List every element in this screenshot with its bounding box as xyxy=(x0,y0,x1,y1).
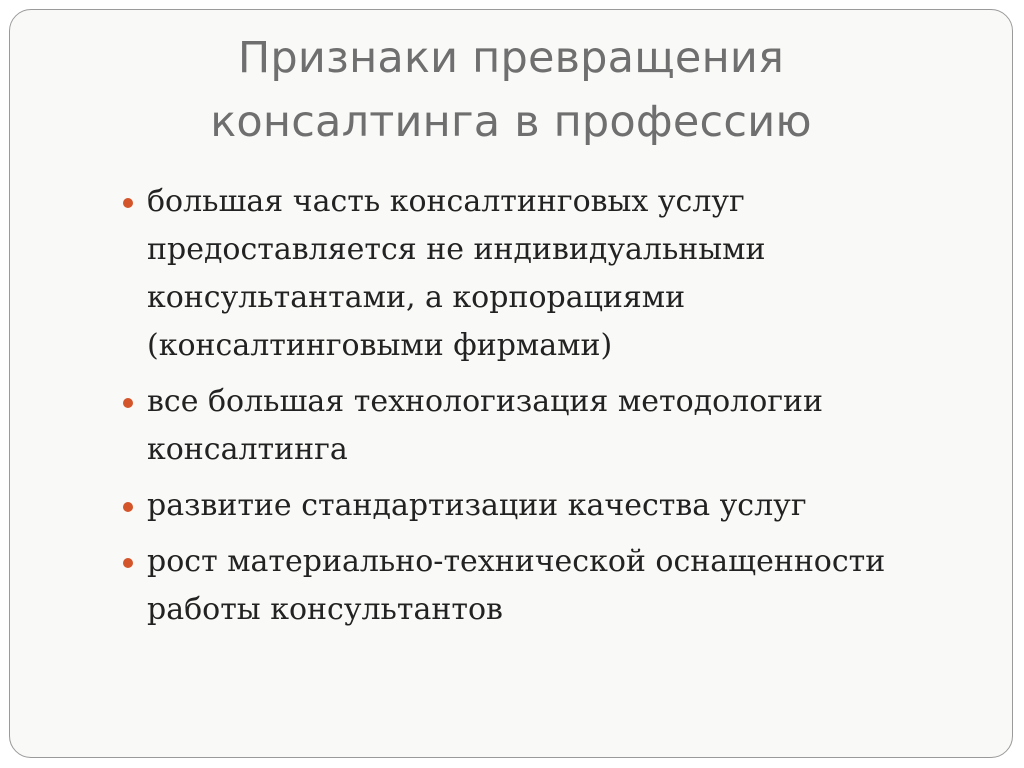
bullet-item-2 xyxy=(123,378,983,474)
bullet-item-1 xyxy=(123,178,983,370)
bullet-dot-icon xyxy=(123,398,133,408)
bullet-text-2: все большая технологизация методологии консалтинга xyxy=(147,384,823,467)
bullet-text-3: развитие стандартизации качества услуг xyxy=(147,488,807,523)
slide-frame xyxy=(9,9,1013,758)
bullet-dot-icon xyxy=(123,558,133,568)
title-line-1: Признаки превращения xyxy=(237,33,785,83)
bullet-item-4 xyxy=(123,538,983,634)
slide-title xyxy=(10,26,1012,154)
bullet-text-1: большая часть консалтинговых услуг предоставляется не индивидуальными консультантами, а корпорациями (консалтинговыми фирмами) xyxy=(147,184,766,363)
bullet-dot-icon xyxy=(123,198,133,208)
title-line-2: консалтинга в профессию xyxy=(210,97,812,147)
bullet-list xyxy=(123,178,983,642)
bullet-dot-icon xyxy=(123,502,133,512)
bullet-text-4: рост материально-технической оснащенности работы консультантов xyxy=(147,544,886,627)
bullet-item-3 xyxy=(123,482,983,530)
